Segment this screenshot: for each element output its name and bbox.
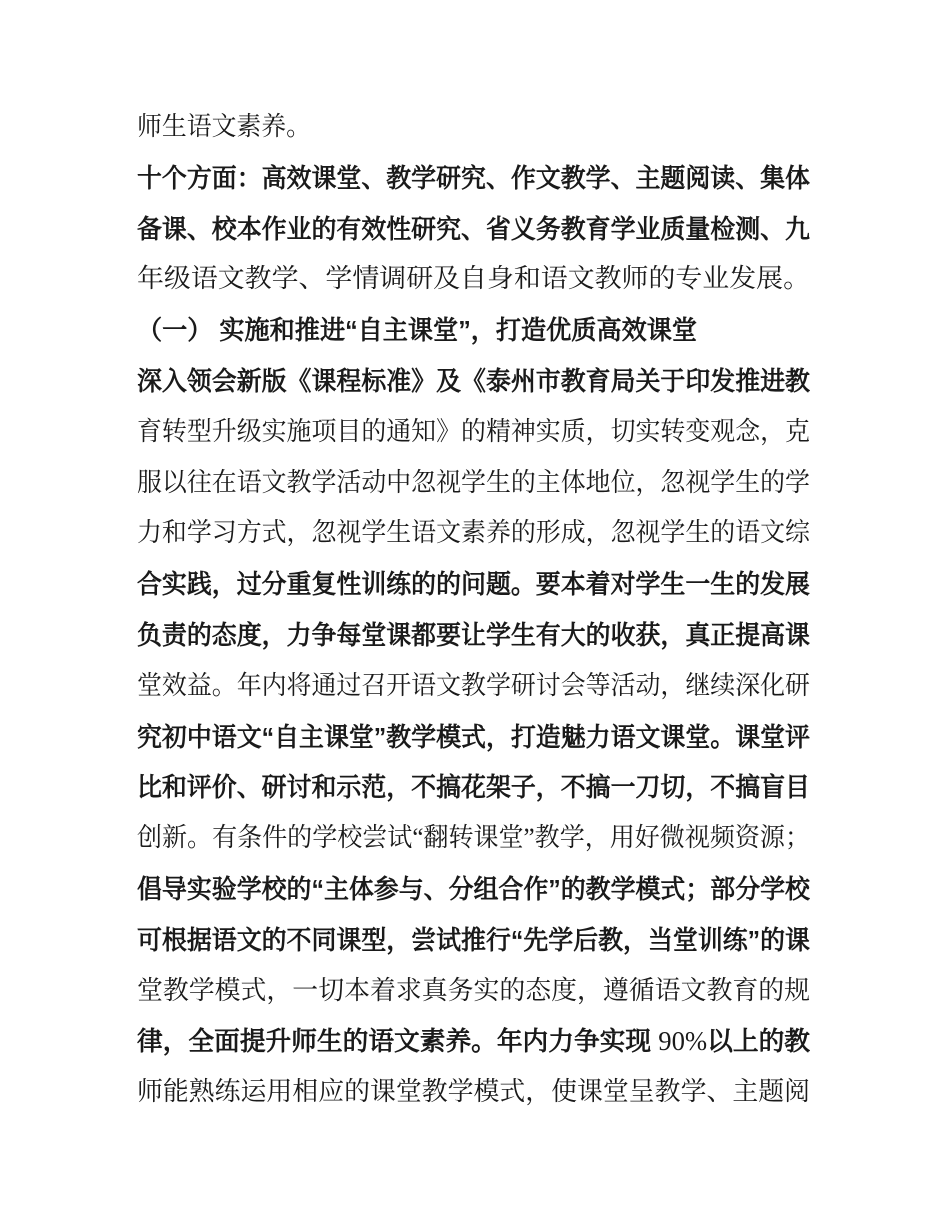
text-run: 倡导实验学校的“主体参与、分组合作”的教学模式；部分学校 [137, 873, 810, 904]
text-line-content [137, 661, 810, 716]
text-line-content [137, 610, 810, 666]
text-line [137, 254, 810, 305]
text-run: （一） 实施和推进“自主课堂”，打造优质高效课堂 [137, 315, 697, 346]
text-line-content [137, 1067, 810, 1122]
text-run: 年级语文教学、学情调研及自身和语文教师的专业发展。 [137, 264, 810, 294]
text-run: 比和评价、研讨和示范，不搞花架子，不搞一刀切，不搞盲目 [137, 772, 810, 803]
text-run: 育转型升级实施项目的通知》的精神实质，切实转变观念，克 [137, 416, 810, 446]
text-line [137, 610, 810, 661]
text-line-content [137, 762, 810, 818]
text-line-content [137, 153, 810, 209]
text-line-content [137, 712, 810, 768]
text-line [137, 204, 810, 255]
text-line [137, 458, 810, 509]
text-line-content [137, 305, 697, 361]
text-line [137, 966, 810, 1017]
text-line [137, 508, 810, 559]
text-line-content [137, 407, 810, 462]
text-run: 律，全面提升师生的语文素养。年内力争实现 [137, 1026, 659, 1057]
text-run: 堂效益。年内将通过召开语文教学研讨会等活动，继续深化研 [137, 670, 810, 700]
text-run: 服以往在语文教学活动中忽视学生的主体地位，忽视学生的学 [137, 467, 810, 497]
text-line-content [137, 102, 311, 157]
document-text-block [137, 102, 810, 1118]
text-line-content [137, 1016, 810, 1072]
text-line-content [137, 458, 810, 513]
text-line [137, 305, 810, 356]
text-run: 十个方面：高效课堂、教学研究、作文教学、主题阅读、集体 [137, 162, 810, 193]
text-run: 师生语文素养。 [137, 112, 311, 141]
text-run: 合实践，过分重复性训练的的问题。要本着对学生一生的发展 [137, 569, 810, 600]
text-run: 究初中语文“自主课堂”教学模式，打造魅力语文课堂。课堂评 [137, 721, 810, 752]
text-run: 备课、校本作业的有效性研究、省义务教育学业质量检测、九 [137, 213, 810, 244]
text-line-content [137, 966, 810, 1021]
text-line [137, 661, 810, 712]
text-run: 90% [658, 1026, 708, 1057]
text-line [137, 762, 810, 813]
text-line [137, 1016, 810, 1067]
text-line [137, 407, 810, 458]
text-run: 深入领会新版《课程标准》及《泰州市教育局关于印发推进教 [137, 365, 810, 396]
text-line-content [137, 559, 810, 615]
text-line [137, 915, 810, 966]
text-line [137, 864, 810, 915]
text-line-content [137, 915, 810, 971]
text-line [137, 559, 810, 610]
text-line [137, 1067, 810, 1118]
text-line-content [137, 813, 810, 868]
text-line [137, 356, 810, 407]
text-line [137, 712, 810, 763]
text-line [137, 102, 810, 153]
text-line-content [137, 864, 810, 920]
text-line-content [137, 356, 810, 412]
text-line [137, 153, 810, 204]
text-run: 以上的教 [707, 1026, 810, 1057]
text-line [137, 813, 810, 864]
text-line-content [137, 204, 810, 260]
text-run: 师能熟练运用相应的课堂教学模式，使课堂呈教学、主题阅 [137, 1077, 810, 1107]
text-run: 负责的态度，力争每堂课都要让学生有大的收获，真正提高课 [137, 619, 810, 650]
text-run: 创新。有条件的学校尝试“翻转课堂”教学，用好微视频资源； [137, 823, 810, 853]
text-line-content [137, 508, 810, 563]
text-run: 堂教学模式，一切本着求真务实的态度，遵循语文教育的规 [137, 975, 810, 1005]
text-line-content [137, 254, 810, 309]
text-run: 力和学习方式，忽视学生语文素养的形成，忽视学生的语文综 [137, 518, 810, 548]
text-run: 可根据语文的不同课型，尝试推行“先学后教，当堂训练”的课 [137, 924, 810, 955]
